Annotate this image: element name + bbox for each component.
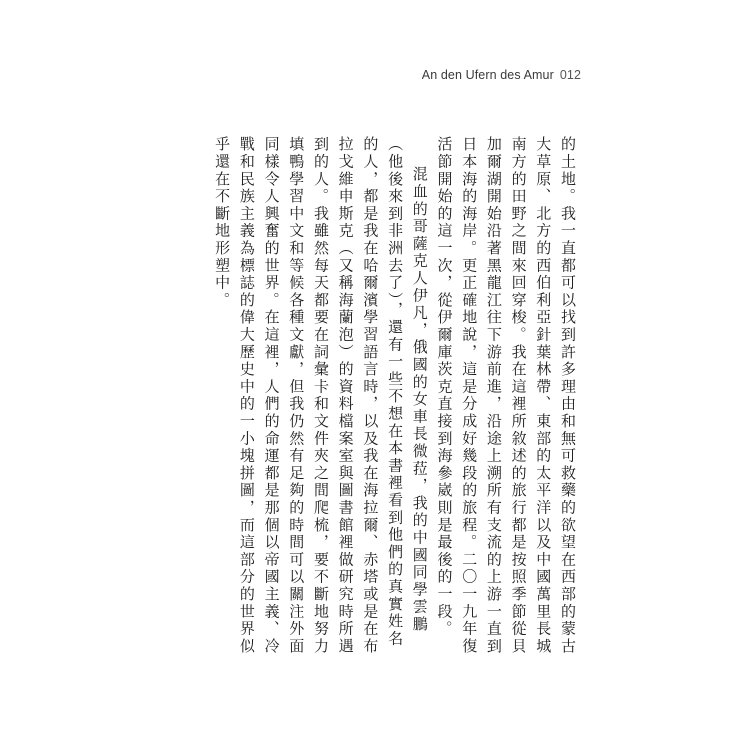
page-number: 012 bbox=[559, 68, 581, 82]
paragraph: 混血的哥薩克人伊凡，俄國的女車長微菈，我的中國同學雲鵬（他後來到非洲去了），還有一些不想在本書裡看到他們的真實姓名的人，都是我在哈爾濱學習語言時，以及我在海拉爾、赤塔或是在布拉戈維申斯克（又稱海蘭泡）的資料檔案室與圖書館裡做研究時所遇到的人。我雖然每天都要在詞彙卡和文件夾之間爬梳，要不斷地努力填鴨學習中文和等候各種文獻，但我仍然有足夠的時間可以關注外面同樣令人興奮的世界。在這裡，人們的命運都是那個以帝國主義、冷戰和民族主義為標誌的偉大歷史中的一小塊拼圖，而這部分的世界似乎還在不斷地形塑中。 bbox=[213, 136, 429, 655]
body-text bbox=[209, 136, 580, 656]
book-title: An den Ufern des Amur bbox=[421, 68, 554, 82]
paragraph: 的土地。我一直都可以找到許多理由和無可救藥的欲望在西部的蒙古大草原、北方的西伯利亞針葉林帶、東部的太平洋以及中國萬里長城南方的田野之間來回穿梭。我在這裡所敘述的旅行都是按照季節從貝加爾湖開始沿著黑龍江往下游前進，沿途上溯所有支流的上游一直到日本海的海岸。更正確地說，這是分成好幾段的旅程。二〇一九年復活節開始的這一次，從伊爾庫茨克直接到海參崴則是最後的一段。 bbox=[435, 136, 577, 655]
running-header bbox=[422, 68, 581, 82]
